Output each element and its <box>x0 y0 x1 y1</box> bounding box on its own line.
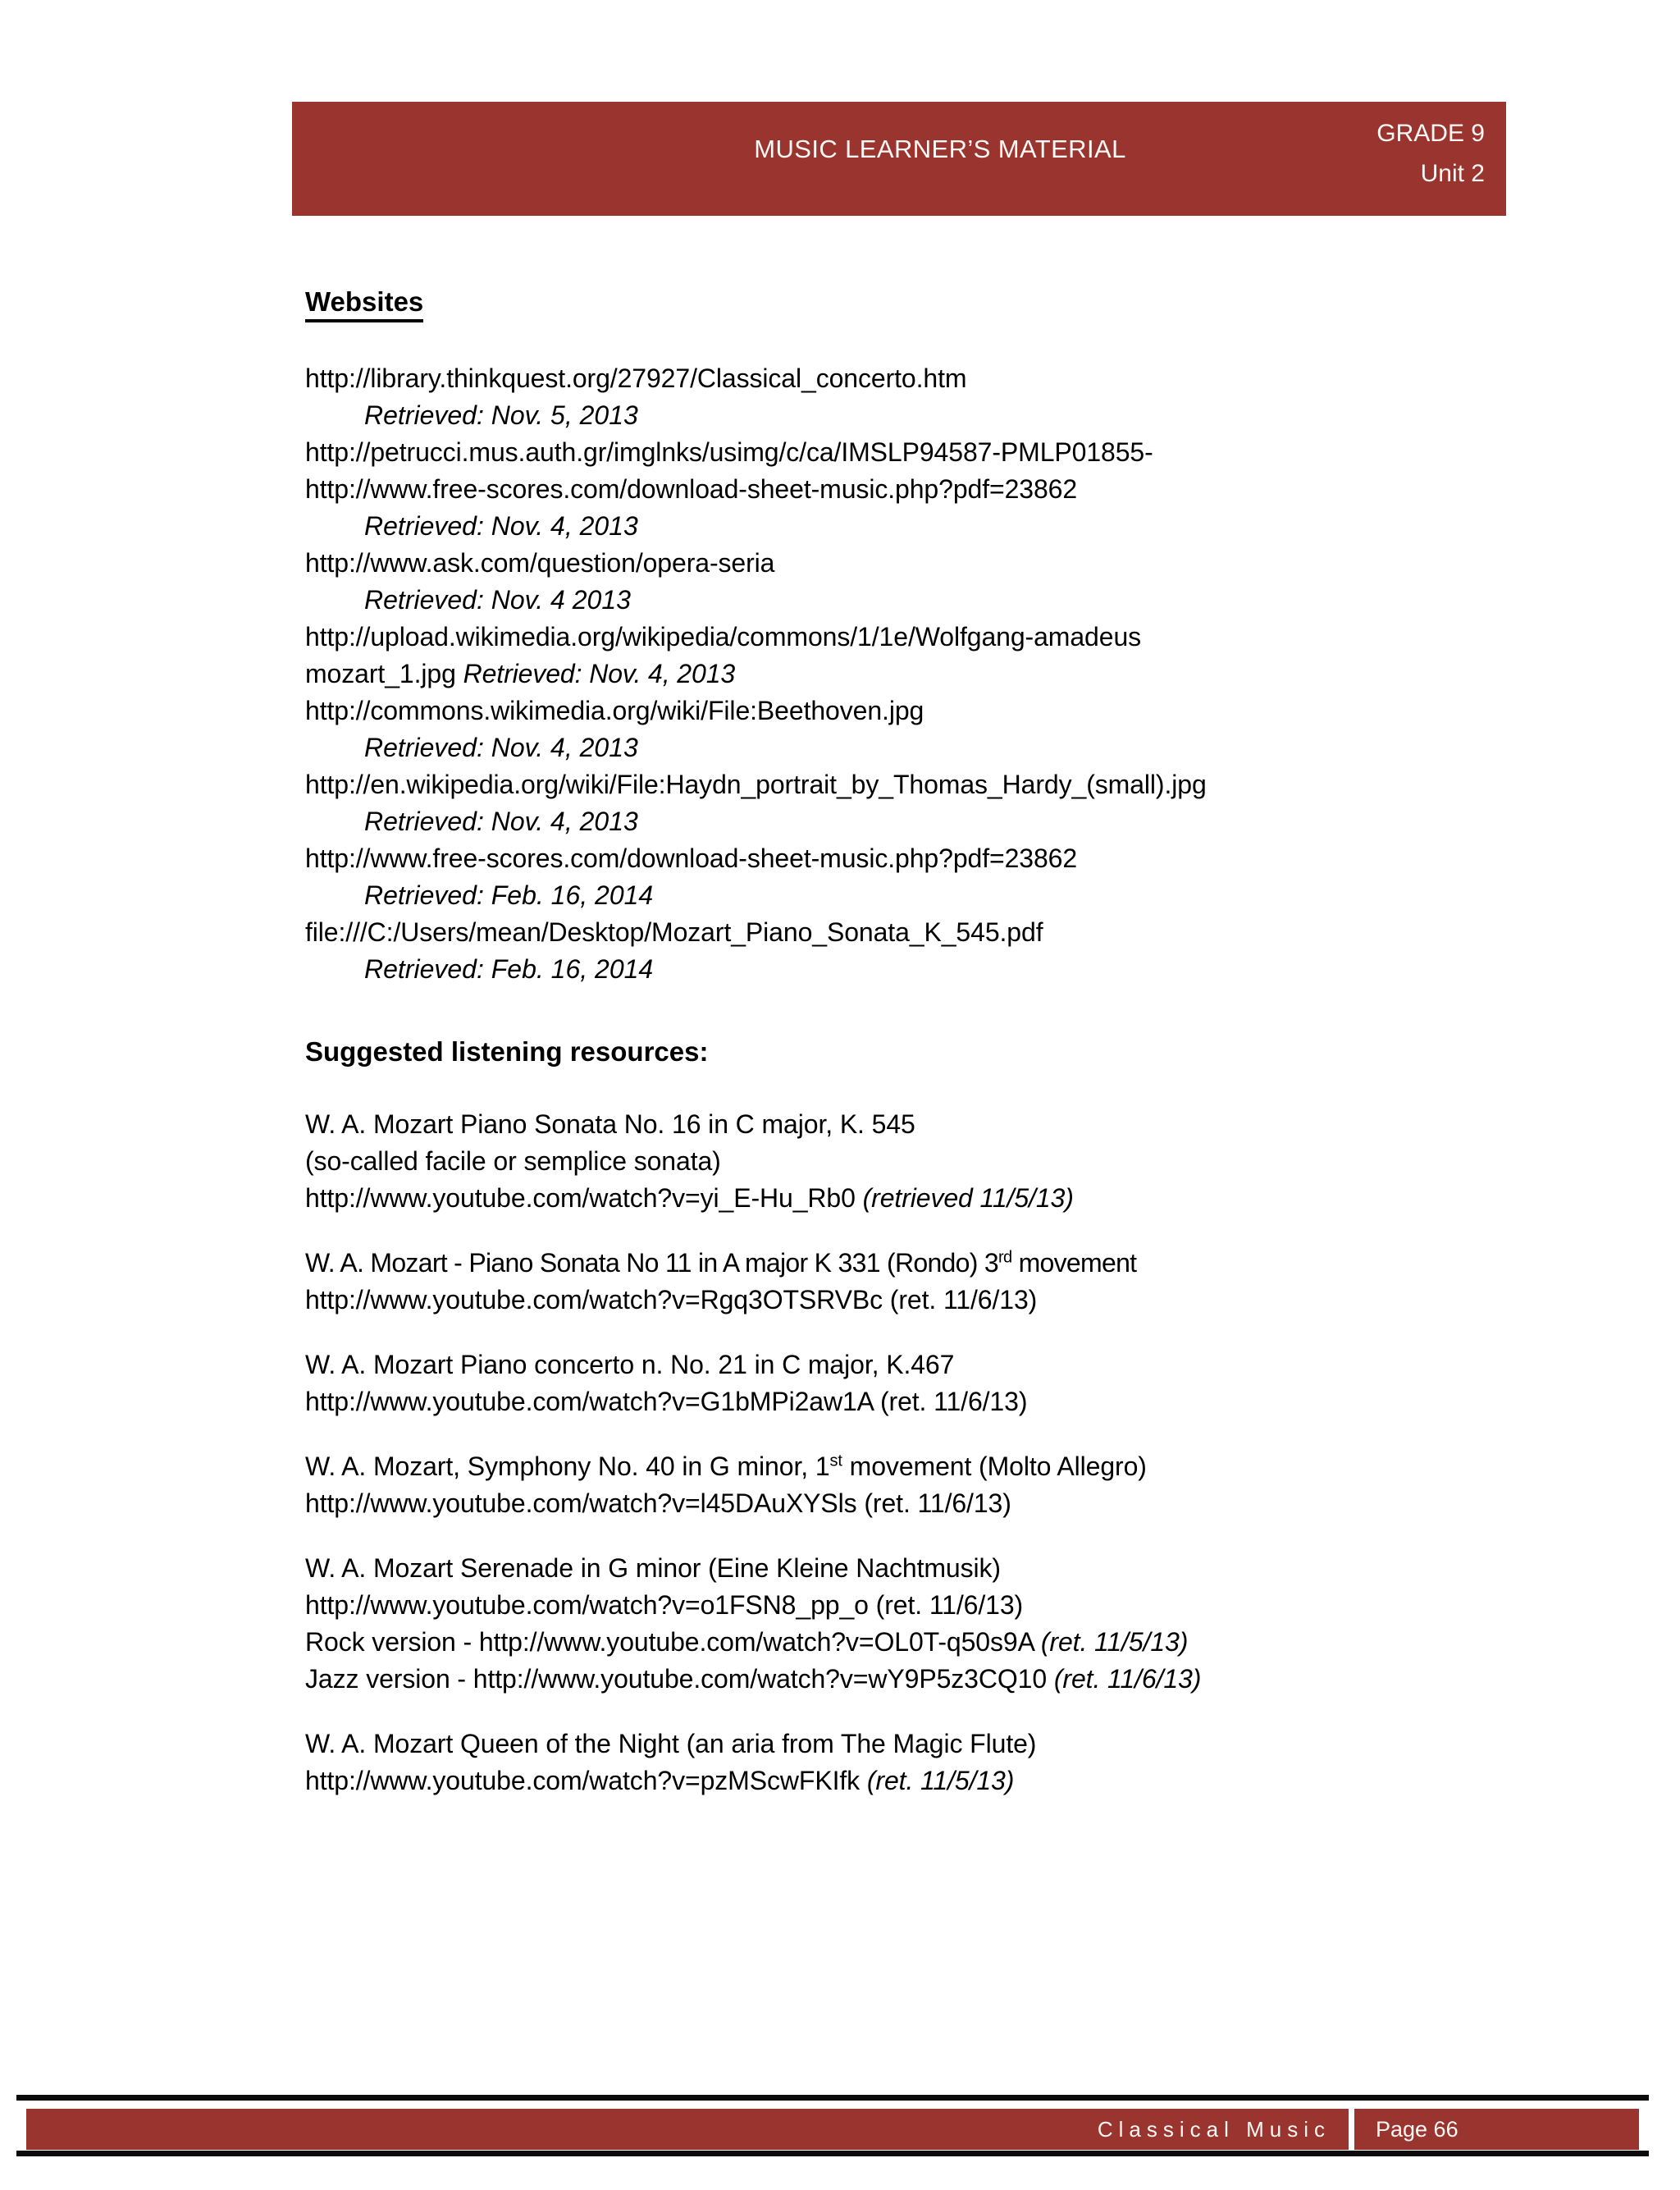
spacer <box>305 1319 1536 1346</box>
listening-retrieved: (ret. 11/5/13) <box>1040 1627 1189 1657</box>
footer-title: Classical Music <box>1097 2116 1331 2142</box>
footer-page-number: Page 66 <box>1376 2116 1459 2142</box>
header-grade: GRADE 9 <box>1376 120 1485 147</box>
website-url[interactable]: http://www.ask.com/question/opera-seria <box>305 548 775 578</box>
footer-title-cell <box>26 2109 1349 2150</box>
website-retrieved: Retrieved: Nov. 5, 2013 <box>364 400 638 430</box>
listening-title-part-b: movement <box>1011 1248 1137 1278</box>
website-retrieved: Retrieved: Nov. 4, 2013 <box>364 511 638 541</box>
website-url[interactable]: http://library.thinkquest.org/27927/Classical_concerto.htm <box>305 363 967 393</box>
header-unit: Unit 2 <box>1420 160 1485 187</box>
listening-jazz-version-row[interactable] <box>305 1661 1536 1698</box>
listening-url: Jazz version - http://www.youtube.com/watch?v=wY9P5z3CQ10 <box>305 1664 1054 1694</box>
website-url[interactable]: http://upload.wikimedia.org/wikipedia/commons/1/1e/Wolfgang-amadeus <box>305 622 1142 652</box>
listening-url[interactable]: http://www.youtube.com/watch?v=o1FSN8_pp_o (ret. 11/6/13) <box>305 1590 1024 1620</box>
ordinal-suffix: rd <box>998 1248 1012 1267</box>
listening-item <box>305 1346 1536 1420</box>
listening-rock-version-row[interactable] <box>305 1624 1536 1661</box>
website-url[interactable]: http://www.free-scores.com/download-sheet-music.php?pdf=23862 <box>305 474 1078 504</box>
website-url[interactable]: http://www.free-scores.com/download-sheet-music.php?pdf=23862 <box>305 844 1078 873</box>
website-retrieved: Retrieved: Nov. 4 2013 <box>364 585 631 615</box>
spacer <box>305 1698 1536 1726</box>
listening-title <box>305 1245 1536 1282</box>
footer-page-cell <box>1354 2109 1639 2150</box>
listening-title-part-b: movement (Molto Allegro) <box>842 1452 1147 1481</box>
website-url[interactable]: http://commons.wikimedia.org/wiki/File:Beethoven.jpg <box>305 696 924 725</box>
listening-item <box>305 1106 1536 1217</box>
listening-retrieved: (ret. 11/6/13) <box>1053 1664 1202 1694</box>
listening-url: http://www.youtube.com/watch?v=yi_E-Hu_Rb0 <box>305 1183 863 1213</box>
spacer <box>305 322 1536 360</box>
website-retrieved: Retrieved: Feb. 16, 2014 <box>364 880 654 910</box>
listening-title: W. A. Mozart Piano Sonata No. 16 in C major, K. 545 <box>305 1109 915 1139</box>
page-content <box>305 286 1536 1799</box>
listening-url[interactable]: http://www.youtube.com/watch?v=Rgq3OTSRVBc (ret. 11/6/13) <box>305 1285 1038 1314</box>
listening-subtitle: (so-called facile or semplice sonata) <box>305 1146 721 1176</box>
spacer <box>305 1420 1536 1448</box>
website-retrieved: Retrieved: Feb. 16, 2014 <box>364 954 654 984</box>
websites-list <box>305 360 1536 988</box>
header-title: MUSIC LEARNER’S MATERIAL <box>754 135 1126 163</box>
listening-item <box>305 1726 1536 1799</box>
website-url[interactable]: http://en.wikipedia.org/wiki/File:Haydn_portrait_by_Thomas_Hardy_(small).jpg <box>305 770 1207 799</box>
spacer <box>305 1068 1536 1106</box>
spacer <box>305 1522 1536 1550</box>
listening-url[interactable]: http://www.youtube.com/watch?v=G1bMPi2aw1A (ret. 11/6/13) <box>305 1387 1028 1416</box>
header-meta <box>1214 113 1485 194</box>
website-url[interactable]: http://petrucci.mus.auth.gr/imglnks/usimg/c/ca/IMSLP94587-PMLP01855- <box>305 437 1153 467</box>
listening-title: W. A. Mozart Piano concerto n. No. 21 in C major, K.467 <box>305 1350 955 1379</box>
listening-url: Rock version - http://www.youtube.com/watch?v=OL0T-q50s9A <box>305 1627 1041 1657</box>
listening-retrieved: (retrieved 11/5/13) <box>862 1183 1074 1213</box>
website-url-tail: mozart_1.jpg <box>305 659 463 688</box>
website-file-path[interactable]: file:///C:/Users/mean/Desktop/Mozart_Piano_Sonata_K_545.pdf <box>305 917 1043 947</box>
listening-link-row[interactable] <box>305 1180 1536 1217</box>
listening-title: W. A. Mozart Queen of the Night (an aria from The Magic Flute) <box>305 1729 1037 1758</box>
listening-title-part-a: W. A. Mozart, Symphony No. 40 in G minor, 1 <box>305 1452 830 1481</box>
listening-item <box>305 1550 1536 1698</box>
website-retrieved: Retrieved: Nov. 4, 2013 <box>364 807 638 836</box>
listening-heading: Suggested listening resources: <box>305 1036 709 1067</box>
listening-title: W. A. Mozart Serenade in G minor (Eine Kleine Nachtmusik) <box>305 1553 1001 1583</box>
website-retrieved-inline: Retrieved: Nov. 4, 2013 <box>463 659 736 688</box>
listening-title <box>305 1448 1536 1485</box>
listening-retrieved: (ret. 11/5/13) <box>866 1766 1015 1795</box>
listening-url[interactable]: http://www.youtube.com/watch?v=l45DAuXYSls (ret. 11/6/13) <box>305 1488 1011 1518</box>
page-footer <box>16 2095 1649 2156</box>
website-retrieved: Retrieved: Nov. 4, 2013 <box>364 733 638 762</box>
spacer <box>305 988 1536 1036</box>
listening-item <box>305 1245 1536 1319</box>
listening-url: http://www.youtube.com/watch?v=pzMScwFKIfk <box>305 1766 867 1795</box>
spacer <box>305 1217 1536 1245</box>
websites-heading-wrap <box>305 286 1536 322</box>
website-url-continuation[interactable] <box>305 656 1536 693</box>
listening-item <box>305 1448 1536 1522</box>
page-header-band <box>292 102 1506 216</box>
listening-link-row[interactable] <box>305 1763 1536 1799</box>
websites-heading: Websites <box>305 286 423 322</box>
ordinal-suffix: st <box>829 1452 842 1470</box>
listening-title-part-a: W. A. Mozart - Piano Sonata No 11 in A major K 331 (Rondo) 3 <box>305 1248 998 1278</box>
